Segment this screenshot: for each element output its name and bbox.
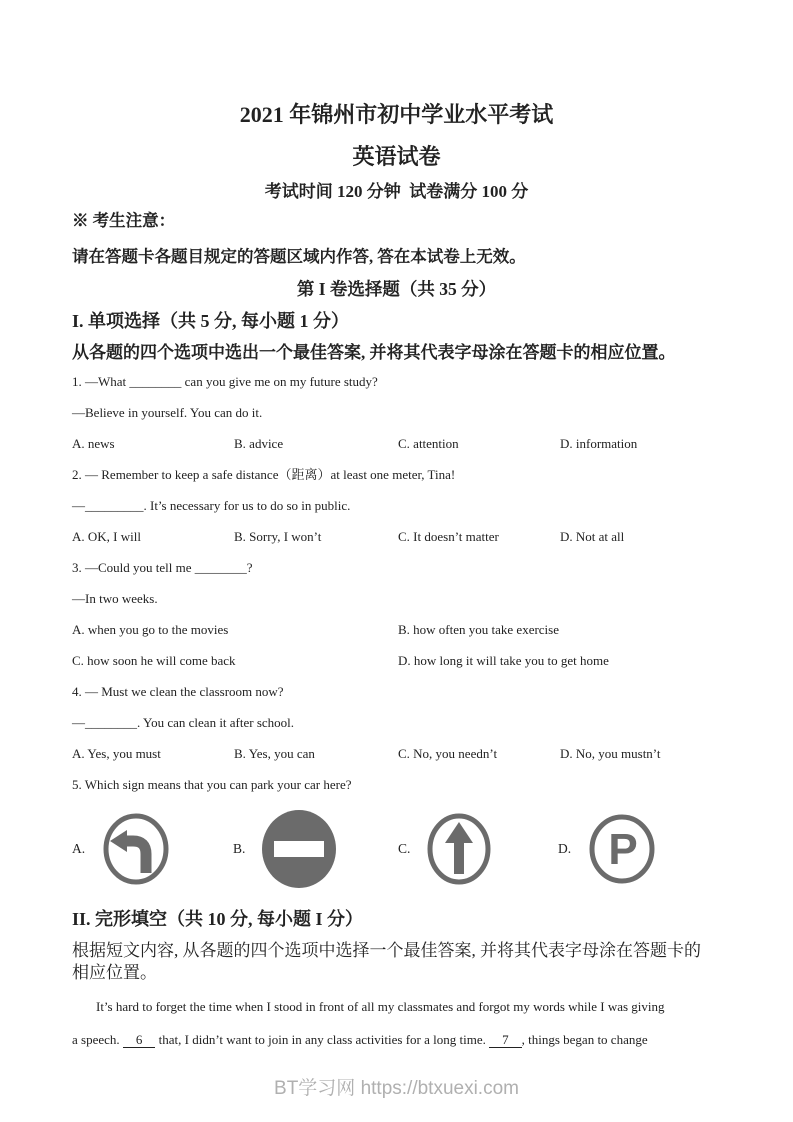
option-3d: D. how long it will take you to get home [398,653,609,668]
option-2c: C. It doesn’t matter [398,529,499,544]
parking-letter: P [608,825,638,874]
option-2d: D. Not at all [560,529,625,544]
question-4-reply: —________. You can clean it after school. [72,715,295,730]
question-3-options-ab [72,621,721,638]
exam-info: 考试时间 120 分钟 试卷满分 100 分 [264,182,529,201]
sign-label-d: D. [558,841,572,856]
question-4-options [72,745,721,762]
cloze-blank-6: 6 [123,1032,156,1048]
passage-line-2 [72,1030,721,1050]
doc-title: 2021 年锦州市初中学业水平考试 [239,102,554,127]
passage-seg-1: a speech. [72,1032,123,1047]
sign-option-b [233,807,338,891]
option-2a: A. OK, I will [72,529,141,544]
question-3-reply: —In two weeks. [72,591,158,606]
question-2-reply: —_________. It’s necessary for us to do so in public. [72,498,351,513]
option-1b: B. advice [234,436,284,451]
notice-text: 请在答题卡各题目规定的答题区域内作答, 答在本试卷上无效。 [72,247,526,266]
question-4-stem: 4. — Must we clean the classroom now? [72,684,284,699]
question-1-reply: —Believe in yourself. You can do it. [72,405,263,420]
option-1d: D. information [560,436,638,451]
section1-instruction: 从各题的四个选项中选出一个最佳答案, 并将其代表字母涂在答题卡的相应位置。 [72,343,676,362]
section1-heading: I. 单项选择（共 5 分, 每小题 1 分） [72,311,350,331]
option-3a: A. when you go to the movies [72,622,229,637]
question-2-options [72,528,721,545]
question-1-stem: 1. —What ________ can you give me on my future study? [72,374,378,389]
sign-label-b: B. [233,841,246,856]
sign-option-c [398,807,493,891]
section2-instruction: 根据短文内容, 从各题的四个选项中选择一个最佳答案, 并将其代表字母涂在答题卡的 相应位置。 [72,941,706,982]
question-5-stem: 5. Which sign means that you can park your car here? [72,777,352,792]
straight-ahead-sign-icon [425,810,493,888]
passage-seg-3: , things began to change [521,1032,648,1047]
part1-title: 第 I 卷选择题（共 35 分） [296,279,497,299]
option-4c: C. No, you needn’t [398,746,498,761]
doc-subtitle: 英语试卷 [352,144,441,169]
question-3-stem: 3. —Could you tell me ________? [72,560,253,575]
footer-watermark: BT学习网 https://btxuexi.com [274,1078,519,1099]
option-1c: C. attention [398,436,459,451]
option-3c: C. how soon he will come back [72,653,236,668]
option-2b: B. Sorry, I won’t [234,529,322,544]
passage-seg-2: that, I didn’t want to join in any class activities for a long time. [155,1032,490,1047]
option-3b: B. how often you take exercise [398,622,560,637]
option-4b: B. Yes, you can [234,746,315,761]
cloze-blank-7: 7 [489,1032,522,1048]
notice-label: ※ 考生注意： [72,211,176,230]
option-4d: D. No, you mustn’t [560,746,661,761]
question-3-options-cd [72,652,721,669]
section2-heading: II. 完形填空（共 10 分, 每小题 I 分） [72,909,364,929]
parking-sign-icon [586,811,658,887]
option-1a: A. news [72,436,115,451]
question-1-options [72,435,721,452]
question-5-signs [72,807,721,891]
question-2-stem: 2. — Remember to keep a safe distance（距离）at least one meter, Tina! [72,467,456,482]
no-entry-sign-icon [260,809,338,889]
left-turn-sign-icon [100,810,172,888]
sign-label-c: C. [398,841,411,856]
option-4a: A. Yes, you must [72,746,161,761]
sign-option-d [558,807,658,891]
sign-label-a: A. [72,841,86,856]
passage-line-1: It’s hard to forget the time when I stood in front of all my classmates and forgot my words while I was giving [96,999,665,1014]
sign-option-a [72,807,172,891]
